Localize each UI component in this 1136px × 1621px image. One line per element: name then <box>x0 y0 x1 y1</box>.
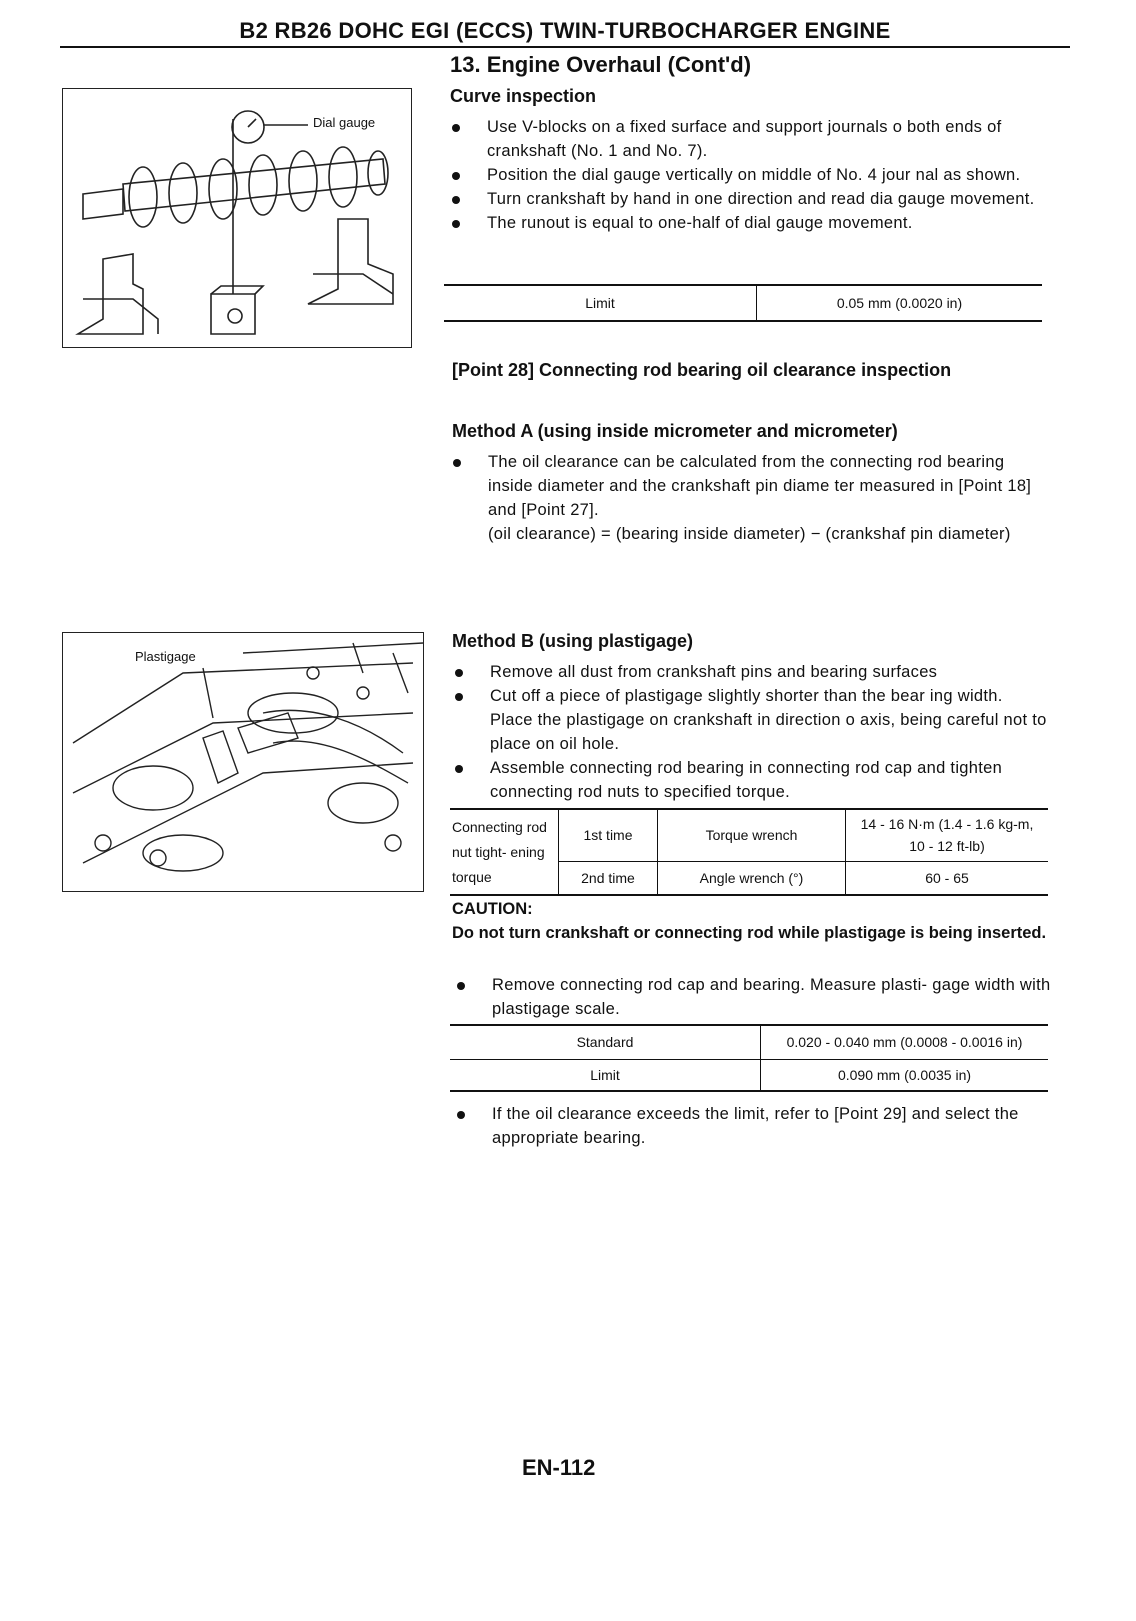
measure-list <box>452 973 1052 1021</box>
caution-text: Do not turn crankshaft or connecting rod while plastigage is being inserted. <box>452 924 1047 942</box>
runout-limit-label: Limit <box>444 285 757 321</box>
limit-label: Limit <box>450 1059 761 1091</box>
runout-limit-table <box>444 284 1042 322</box>
plastigage-figure <box>62 632 424 892</box>
list-item: If the oil clearance exceeds the limit, refer to [Point 29] and select the appropriate bearing. <box>452 1102 1052 1150</box>
oil-clearance-table <box>450 1024 1048 1092</box>
second-time-value: 60 - 65 <box>925 869 969 886</box>
method-a-list <box>448 450 1048 546</box>
oil-clearance-formula: (oil clearance) = (bearing inside diameter) − (crankshaf pin diameter) <box>488 525 1011 543</box>
plastigage-illustration <box>63 633 423 891</box>
caution-title: CAUTION: <box>452 900 533 918</box>
curve-inspection-heading: Curve inspection <box>450 86 597 106</box>
page-number: EN-112 <box>522 1455 596 1480</box>
method-a-heading: Method A (using inside micrometer and micrometer) <box>452 421 898 441</box>
torque-table <box>450 808 1048 896</box>
curve-inspection-list <box>447 115 1047 235</box>
runout-limit-value: 0.05 mm (0.0020 in) <box>836 295 963 311</box>
header-divider <box>60 46 1070 48</box>
method-a-bullet-text: The oil clearance can be calculated from the connecting rod bearing inside diameter and the crankshaft pin diame ter measured in [Point 18] and [Point 27]. <box>488 453 1032 519</box>
list-item: The runout is equal to one-half of dial gauge movement. <box>447 211 1047 235</box>
method-b-heading: Method B (using plastigage) <box>452 631 693 651</box>
first-time-value: 14 - 16 N·m (1.4 - 1.6 kg-m, 10 - 12 ft-lb) <box>846 809 1049 861</box>
first-time-label: 1st time <box>559 809 658 861</box>
list-item: Remove all dust from crankshaft pins and bearing surfaces <box>450 660 1050 684</box>
second-time-tool: Angle wrench (°) <box>658 861 846 895</box>
list-item: Cut off a piece of plastigage slightly shorter than the bear ing width. Place the plastigage on crankshaft in direction o axis, being careful not to place on oil hole. <box>450 684 1050 756</box>
dial-gauge-label: Dial gauge <box>313 115 376 130</box>
list-item: Assemble connecting rod bearing in connecting rod cap and tighten connecting rod nuts to specified torque. <box>450 756 1050 804</box>
list-item: Turn crankshaft by hand in one direction and read dia gauge movement. <box>447 187 1047 211</box>
crankshaft-dial-gauge-figure <box>62 88 412 348</box>
standard-label: Standard <box>450 1025 761 1059</box>
list-item <box>448 450 1048 546</box>
limit-value: 0.090 mm (0.0035 in) <box>837 1066 972 1083</box>
plastigage-label: Plastigage <box>135 649 196 664</box>
section-title: 13. Engine Overhaul (Cont'd) <box>450 52 752 77</box>
list-item: Remove connecting rod cap and bearing. Measure plasti- gage width with plastigage scale. <box>452 973 1052 1021</box>
final-list <box>452 1102 1052 1150</box>
page-header-title: B2 RB26 DOHC EGI (ECCS) TWIN-TURBOCHARGER ENGINE <box>239 18 891 43</box>
torque-label: Connecting rod nut tight- ening torque <box>450 809 559 895</box>
list-item: Position the dial gauge vertically on middle of No. 4 jour nal as shown. <box>447 163 1047 187</box>
standard-value: 0.020 - 0.040 mm (0.0008 - 0.0016 in) <box>761 1025 1049 1059</box>
method-b-list <box>450 660 1050 804</box>
list-item: Use V-blocks on a fixed surface and support journals o both ends of crankshaft (No. 1 and No. 7). <box>447 115 1047 163</box>
point28-heading: [Point 28] Connecting rod bearing oil clearance inspection <box>452 360 952 380</box>
first-time-tool: Torque wrench <box>658 809 846 861</box>
second-time-label: 2nd time <box>559 861 658 895</box>
